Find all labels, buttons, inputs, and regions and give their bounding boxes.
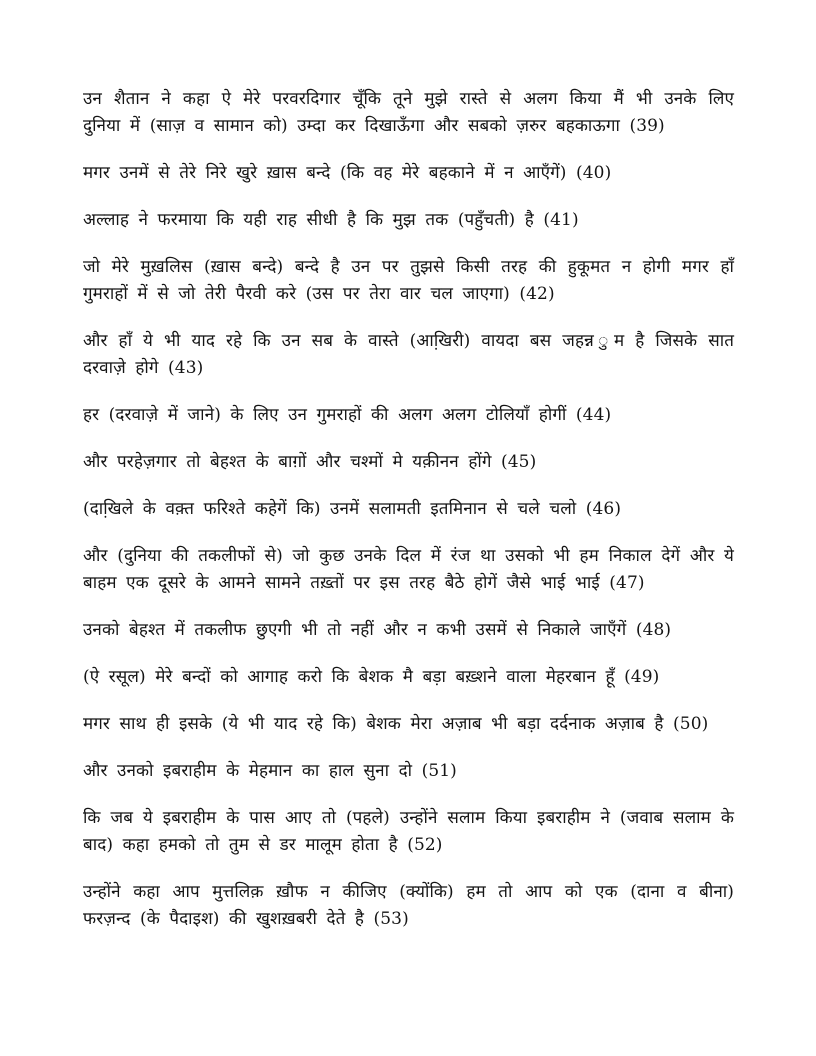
verse-paragraph-40: मगर उनमें से तेरे निरे खुरे ख़ास बन्दे (कि वह मेरे बहकाने में न आएँगें) (40) xyxy=(83,163,612,183)
verse-paragraph-42: जो मेरे मुख़लिस (ख़ास बन्दे) बन्दे है उन पर तुझसे किसी तरह की हुकूमत न होगी मगर हाँ गुमराहों में से जो तेरी पैरवी करे (उस पर तेरा वार चल जाएगा) (42) xyxy=(83,257,734,304)
verse-paragraph-43: और हाँ ये भी याद रहे कि उन सब के वास्ते (आखि़री) वायदा बस जहन्न ुम है जिसके सात दरवाज़े होगे (43) xyxy=(83,331,734,378)
verse-paragraph-52: कि जब ये इबराहीम के पास आए तो (पहले) उन्होंने सलाम किया इबराहीम ने (जवाब सलाम के बाद) कहा हमको तो तुम से डर मालूम होता है (52) xyxy=(83,808,734,855)
verse-paragraph-53: उन्होंने कहा आप मुत्तलिक़ ख़ौफ न कीजिए (क्योंकि) हम तो आप को एक (दाना व बीना) फरज़न्द (के पैदाइश) की खुशख़बरी देते है (53) xyxy=(83,882,734,929)
verse-paragraph-41: अल्लाह ने फरमाया कि यही राह सीधी है कि मुझ तक (पहुँचती) है (41) xyxy=(83,210,579,230)
verse-paragraph-45: और परहेज़गार तो बेहश्त के बाग़ों और चश्मों मे यक़ीनन होंगे (45) xyxy=(83,452,537,472)
verse-paragraph-44: हर (दरवाज़े में जाने) के लिए उन गुमराहों की अलग अलग टोलियाँ होगीं (44) xyxy=(83,405,612,425)
verse-paragraph-48: उनको बेहश्त में तकलीफ छुएगी भी तो नहीं और न कभी उसमें से निकाले जाएँगें (48) xyxy=(83,620,672,640)
verse-paragraph-50: मगर साथ ही इसके (ये भी याद रहे कि) बेशक मेरा अज़ाब भी बड़ा दर्दनाक अज़ाब है (50) xyxy=(83,714,709,734)
verse-paragraph-46: (दाखि़ले के वक़्त फरिश्ते कहेगें कि) उनमें सलामती इतमिनान से चले चलो (46) xyxy=(83,499,622,519)
verse-paragraph-49: (ऐ रसूल) मेरे बन्दों को आगाह करो कि बेशक मै बड़ा बख़्शने वाला मेहरबान हूँ (49) xyxy=(83,667,660,687)
verse-paragraph-51: और उनको इबराहीम के मेहमान का हाल सुना दो (51) xyxy=(83,761,457,781)
verse-paragraph-47: और (दुनिया की तकलीफों से) जो कुछ उनके दिल में रंज था उसको भी हम निकाल देगें और ये बाहम एक दूसरे के आमने सामने तख़्तों पर इस तरह बैठे होगें जैसे भाई भाई (47) xyxy=(83,546,734,593)
document-text-column xyxy=(83,86,734,953)
verse-paragraph-39: उन शैतान ने कहा ऐ मेरे परवरदिगार चूँकि तूने मुझे रास्ते से अलग किया मैं भी उनके लिए दुनिया में (साज़ व सामान को) उम्दा कर दिखाऊँगा और सबको ज़रुर बहकाऊगा (39) xyxy=(83,89,734,136)
